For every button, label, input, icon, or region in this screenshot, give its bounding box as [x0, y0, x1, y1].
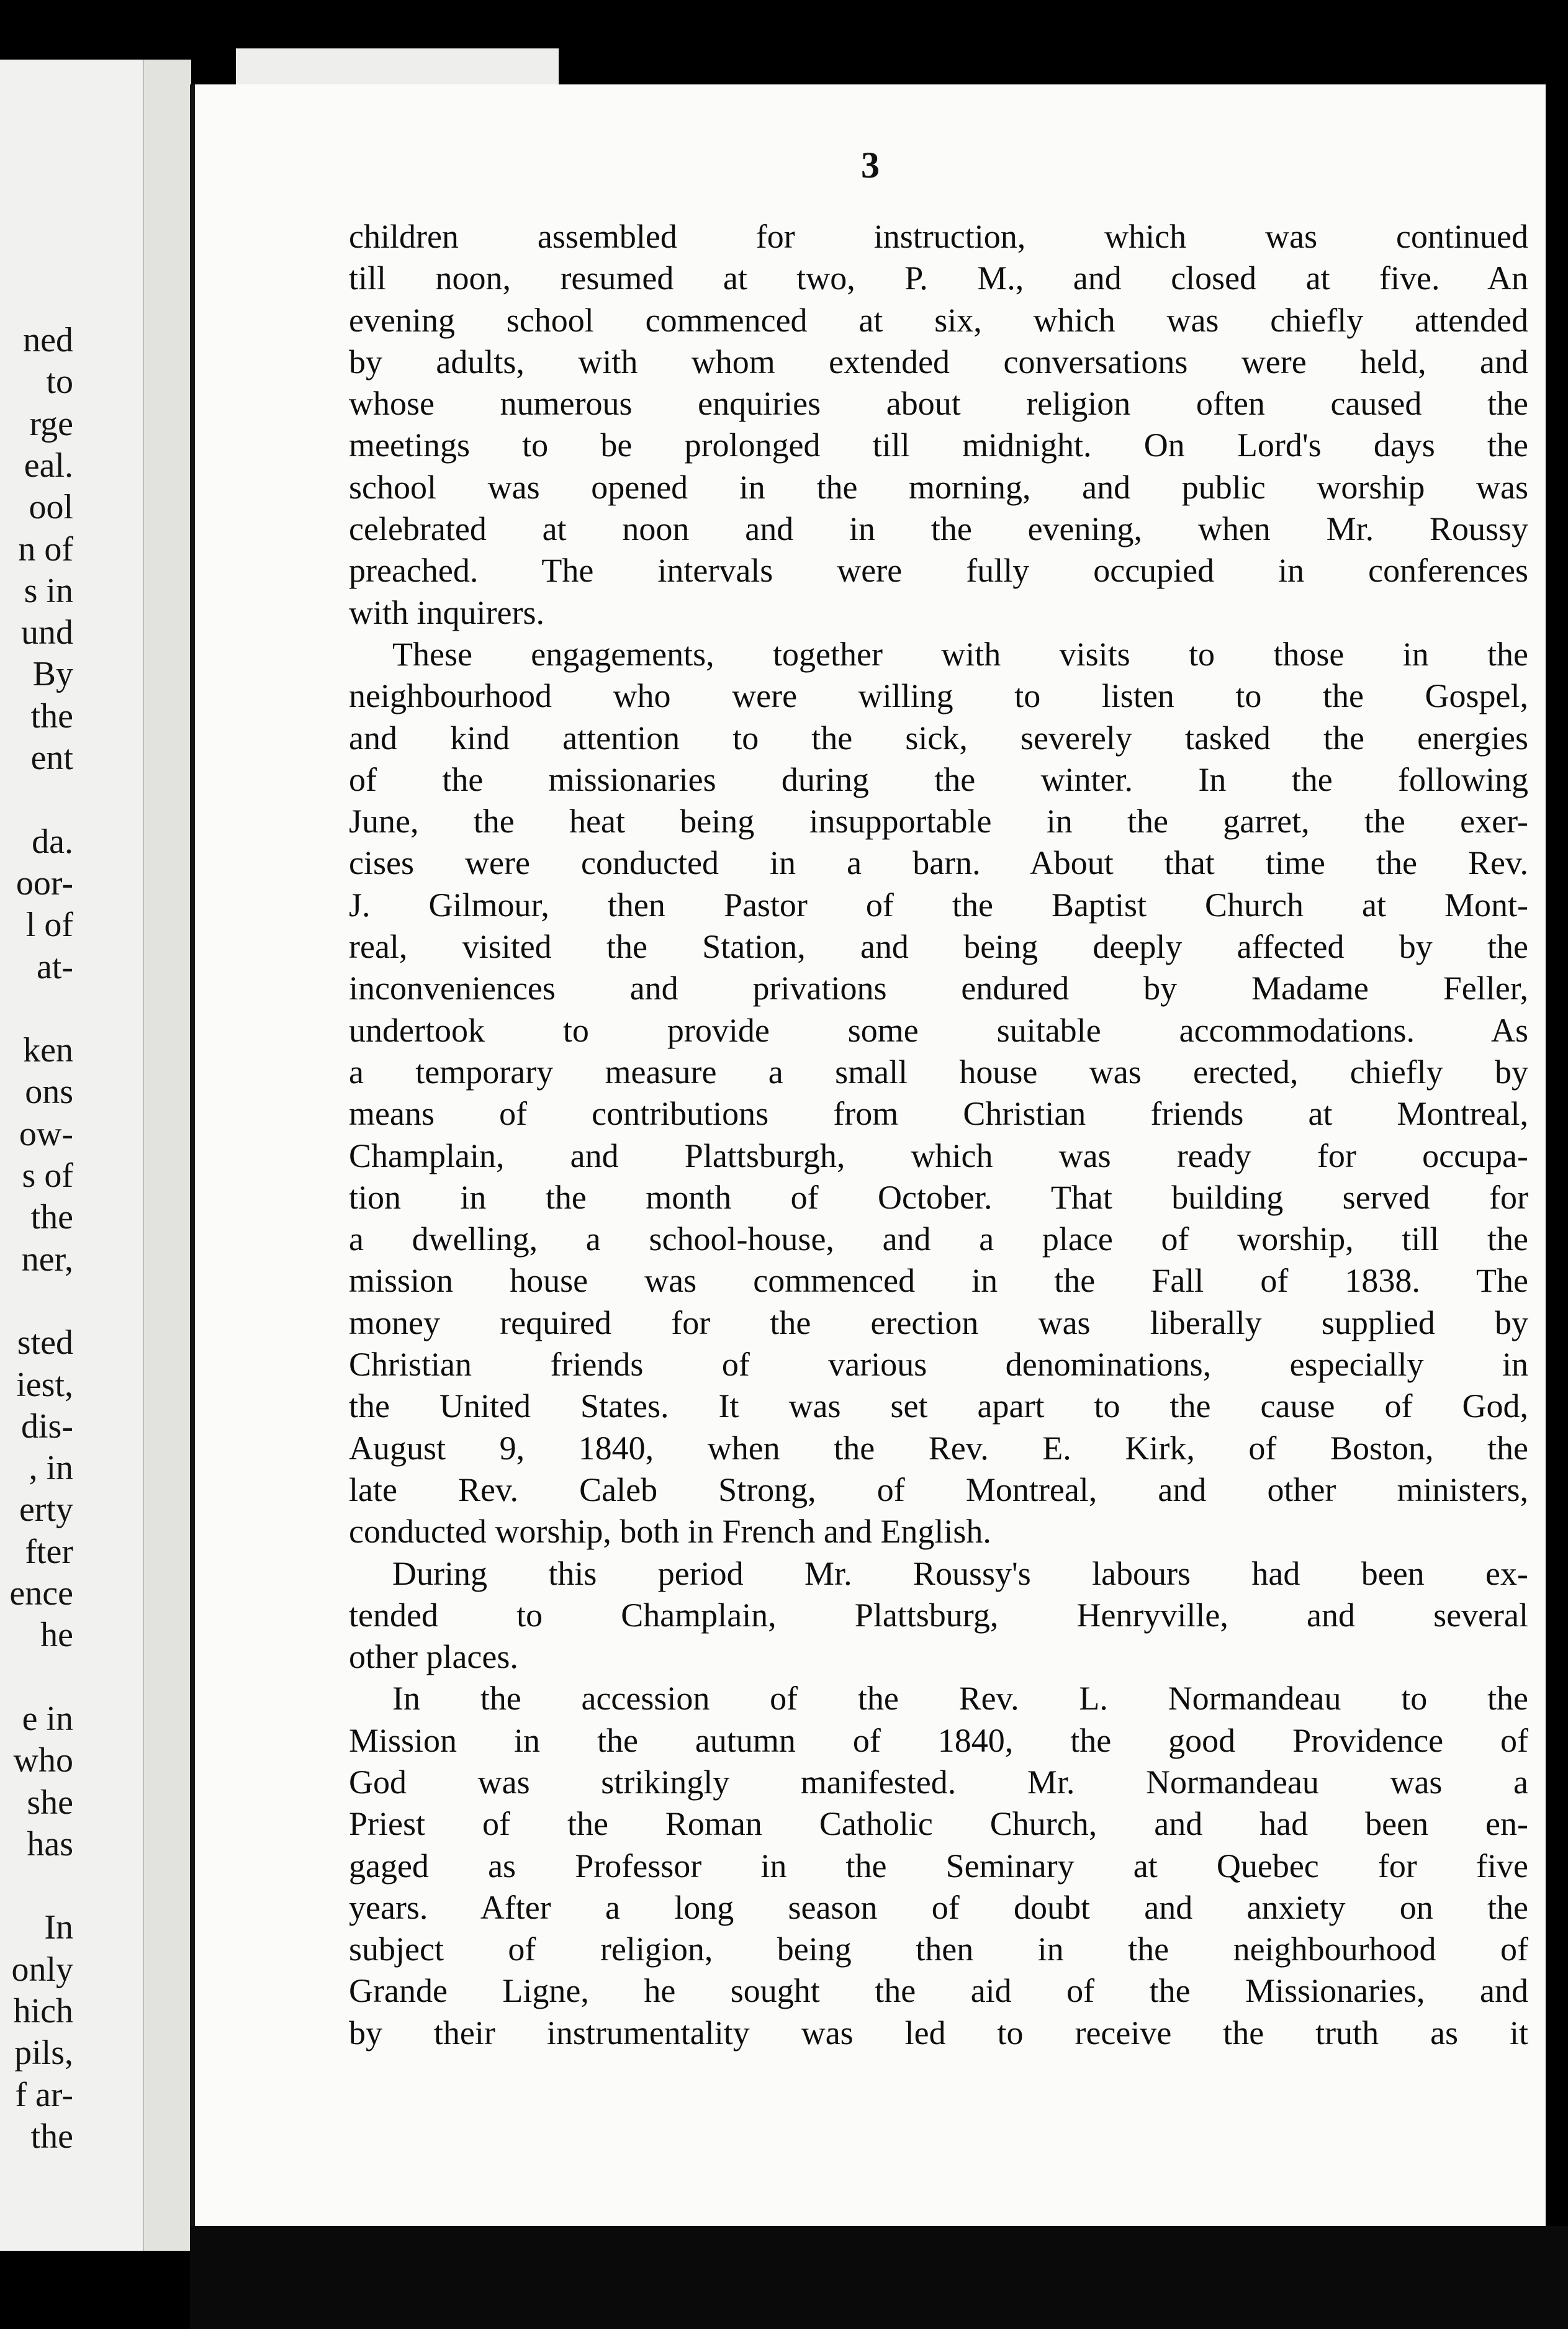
text-line: of the missionaries during the winter. In the following [349, 760, 1528, 798]
previous-page-line: fter [25, 1532, 73, 1571]
text-line: preached. The intervals were fully occupied in conferences [349, 552, 1528, 590]
text-line: tended to Champlain, Plattsburg, Henryville, and several [349, 1596, 1528, 1634]
text-line: evening school commenced at six, which was chiefly attended [349, 301, 1528, 339]
previous-page-line: ool [29, 488, 73, 527]
text-line: with inquirers. [349, 593, 544, 631]
text-line: June, the heat being insupportable in the garret, the exer- [349, 803, 1528, 840]
text-line: In the accession of the Rev. L. Normandeau to the [392, 1680, 1528, 1718]
text-line: till noon, resumed at two, P. M., and closed at five. An [349, 259, 1528, 297]
text-line: August 9, 1840, when the Rev. E. Kirk, of Boston, the [349, 1429, 1528, 1467]
previous-page-line: sted [17, 1323, 73, 1363]
text-line: a dwelling, a school-house, and a place of worship, till the [349, 1220, 1528, 1258]
text-line: real, visited the Station, and being deeply affected by the [349, 928, 1528, 966]
text-line: Mission in the autumn of 1840, the good Providence of [349, 1721, 1528, 1759]
text-line: These engagements, together with visits to those in the [392, 635, 1528, 673]
text-line: whose numerous enquiries about religion often caused the [349, 385, 1528, 423]
text-line: and kind attention to the sick, severely tasked the energies [349, 719, 1528, 757]
text-line: conducted worship, both in French and English. [349, 1513, 991, 1551]
previous-page-line: e in [22, 1699, 73, 1738]
text-line: celebrated at noon and in the evening, when Mr. Roussy [349, 510, 1528, 548]
book-page [190, 84, 1546, 2226]
text-line: Grande Ligne, he sought the aid of the Missionaries, and [349, 1972, 1528, 2010]
previous-page-line: the [30, 2117, 73, 2156]
text-line: God was strikingly manifested. Mr. Normandeau was a [349, 1763, 1528, 1801]
previous-page-line: , in [29, 1449, 73, 1488]
text-line: children assembled for instruction, which was continued [349, 218, 1528, 255]
previous-page-line: to [46, 363, 73, 402]
previous-page-line: l of [25, 906, 73, 945]
scan-background [190, 2226, 1568, 2329]
previous-page-line: pils, [14, 2034, 73, 2073]
previous-page-line: ons [25, 1073, 73, 1112]
previous-page-line: da. [32, 822, 73, 861]
text-line: undertook to provide some suitable accommodations. As [349, 1011, 1528, 1049]
previous-page-line: ow- [19, 1114, 73, 1153]
previous-page-line: oor- [16, 863, 73, 903]
text-line: by adults, with whom extended conversations were held, and [349, 343, 1528, 381]
text-line: tion in the month of October. That building served for [349, 1178, 1528, 1216]
previous-page-line: By [32, 655, 73, 694]
previous-page-line: ent [30, 739, 73, 777]
previous-page-line: ned [23, 321, 73, 359]
previous-page-line: und [21, 613, 73, 652]
page-number: 3 [861, 145, 880, 186]
page-edge-strip [143, 60, 191, 2251]
body-text [349, 216, 1528, 2054]
text-line: other places. [349, 1638, 518, 1676]
text-line: Christian friends of various denominations, especially in [349, 1346, 1528, 1384]
text-line: school was opened in the morning, and public worship was [349, 468, 1528, 506]
text-line: Champlain, and Plattsburgh, which was ready for occupa- [349, 1137, 1528, 1174]
text-line: subject of religion, being then in the neighbourhood of [349, 1930, 1528, 1968]
previous-page-line: ner, [21, 1240, 73, 1279]
previous-page-line: dis- [21, 1407, 73, 1446]
text-line: Priest of the Roman Catholic Church, and had been en- [349, 1805, 1528, 1843]
previous-page-line: iest, [16, 1365, 73, 1404]
previous-page-line: at- [36, 947, 73, 986]
text-line: late Rev. Caleb Strong, of Montreal, and other ministers, [349, 1471, 1528, 1508]
previous-page-line: erty [19, 1490, 73, 1529]
previous-page-line: n of [18, 529, 73, 569]
previous-page-line: only [11, 1950, 73, 1989]
previous-page-line: s of [22, 1156, 73, 1195]
previous-page-line: who [13, 1741, 73, 1780]
text-line: money required for the erection was liberally supplied by [349, 1304, 1528, 1341]
previous-page-line: In [44, 1908, 73, 1947]
previous-page-line: has [27, 1824, 73, 1863]
text-line: J. Gilmour, then Pastor of the Baptist Church at Mont- [349, 886, 1528, 924]
text-line: years. After a long season of doubt and anxiety on the [349, 1888, 1528, 1926]
text-line: mission house was commenced in the Fall of 1838. The [349, 1262, 1528, 1300]
previous-page-line: the [30, 1198, 73, 1237]
text-line: inconveniences and privations endured by Madame Feller, [349, 970, 1528, 1007]
previous-page-line: f ar- [15, 2075, 73, 2114]
text-line: by their instrumentality was led to receive the truth as it [349, 2014, 1528, 2052]
text-line: During this period Mr. Roussy's labours had been ex- [392, 1554, 1528, 1592]
text-line: a temporary measure a small house was erected, chiefly by [349, 1053, 1528, 1091]
text-line: means of contributions from Christian friends at Montreal, [349, 1095, 1528, 1133]
text-line: gaged as Professor in the Seminary at Quebec for five [349, 1847, 1528, 1885]
text-line: neighbourhood who were willing to listen to the Gospel, [349, 677, 1528, 715]
text-line: the United States. It was set apart to the cause of God, [349, 1387, 1528, 1425]
text-line: cises were conducted in a barn. About that time the Rev. [349, 844, 1528, 882]
paper-tab [236, 48, 559, 84]
previous-page-line: she [27, 1783, 73, 1822]
text-line: meetings to be prolonged till midnight. On Lord's days the [349, 426, 1528, 464]
previous-page-line: hich [13, 1992, 73, 2030]
previous-page-line: eal. [24, 446, 73, 485]
previous-page-line: the [30, 696, 73, 736]
previous-page-line: he [40, 1616, 73, 1655]
previous-page-line: rge [29, 404, 73, 443]
previous-page-line: s in [24, 571, 73, 610]
previous-page-line: ken [23, 1031, 73, 1070]
previous-page-line: ence [9, 1574, 73, 1613]
